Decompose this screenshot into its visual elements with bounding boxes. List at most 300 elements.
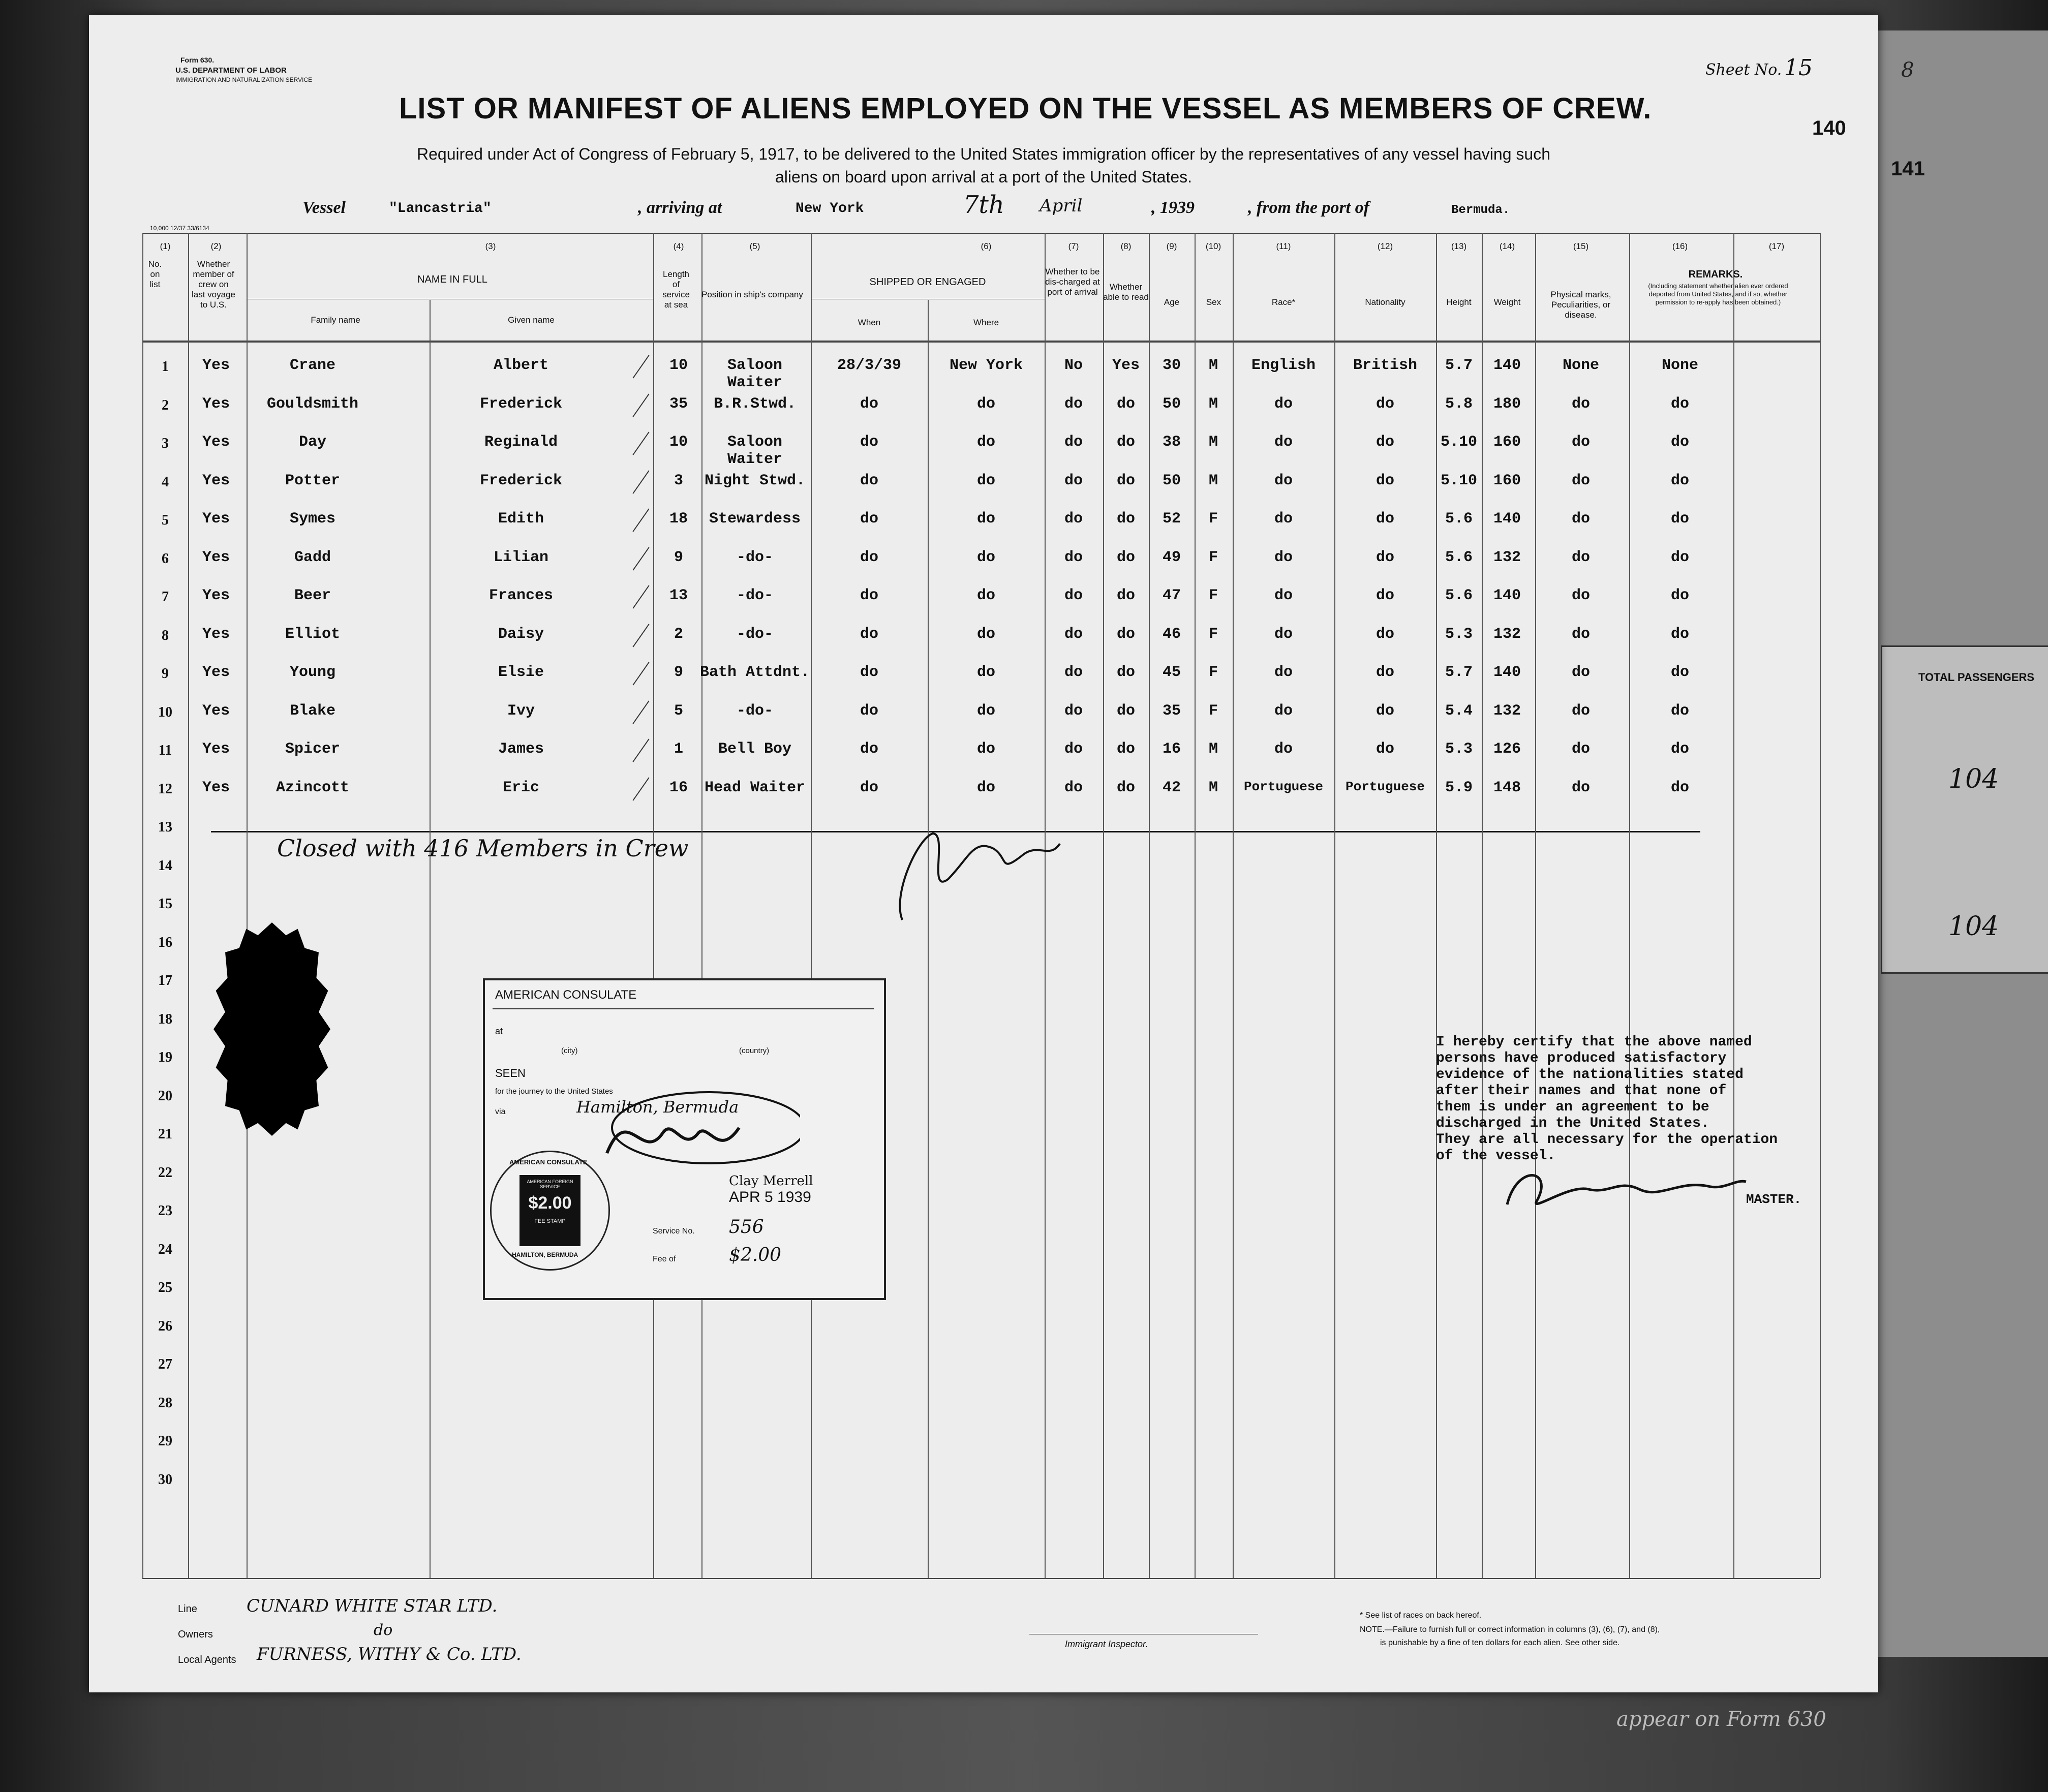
cell-disch: do (1064, 664, 1083, 681)
col-header-sex: Sex (1206, 297, 1221, 307)
row-number: 9 (162, 666, 169, 682)
departure-port: Bermuda. (1451, 203, 1510, 217)
cell-disch: do (1064, 472, 1083, 489)
consulate-journey: for the journey to the United States (495, 1087, 613, 1096)
col-header-shipped: SHIPPED OR ENGAGED (869, 276, 986, 288)
agents-label: Local Agents (178, 1654, 236, 1665)
row-number: 13 (158, 819, 172, 835)
cell-height: 5.7 (1445, 357, 1473, 374)
cell-position: Bath Attdnt. (699, 664, 810, 681)
col-header-remarks: REMARKS. (1688, 269, 1743, 280)
cell-position: -do- (736, 702, 773, 720)
fee-stamp-bottom: HAMILTON, BERMUDA (512, 1251, 578, 1258)
cell-age: 30 (1162, 357, 1181, 374)
cell-disch: do (1064, 510, 1083, 528)
cell-given: Ivy (507, 702, 535, 720)
cell-read: do (1116, 472, 1135, 489)
col-header-given: Given name (508, 315, 555, 325)
cell-service: 18 (669, 510, 688, 528)
cell-read: do (1116, 625, 1135, 643)
fee-stamp-mid: AMERICAN FOREIGN SERVICE (527, 1179, 573, 1189)
cell-nat: British (1353, 357, 1418, 374)
cell-service: 9 (674, 664, 683, 681)
cell-race: do (1274, 472, 1293, 489)
corner-number-140: 140 (1812, 117, 1846, 139)
certificate-line: of the vessel. (1436, 1148, 1556, 1164)
cell-age: 38 (1162, 434, 1181, 451)
master-signature (1497, 1159, 1751, 1220)
certificate-line: persons have produced satisfactory (1436, 1051, 1727, 1066)
row-number: 12 (158, 781, 172, 797)
fee-stamp-top: AMERICAN CONSULATE (509, 1158, 588, 1166)
row-number: 16 (158, 934, 172, 950)
cell-remarks: do (1670, 779, 1689, 796)
cell-disch: do (1064, 740, 1083, 758)
cell-family: Day (298, 434, 326, 451)
column-number: (8) (1120, 241, 1132, 251)
cell-remarks: do (1670, 702, 1689, 720)
row-number: 15 (158, 896, 172, 912)
cell-where: do (976, 625, 995, 643)
cell-marks: None (1562, 357, 1599, 374)
cell-race: do (1274, 548, 1293, 566)
arrival-port: New York (796, 201, 864, 217)
cell-when: do (860, 779, 878, 796)
cell-read: do (1116, 548, 1135, 566)
cell-height: 5.9 (1445, 779, 1473, 796)
row-number: 5 (162, 512, 169, 528)
column-number: (12) (1377, 241, 1393, 251)
from-label: , from the port of (1248, 198, 1369, 217)
cell-given: Lilian (493, 548, 549, 566)
master-certificate (1436, 1034, 1778, 1164)
consulate-country: (country) (739, 1046, 770, 1055)
fee-value: $2.00 (729, 1245, 782, 1265)
col-header-name: NAME IN FULL (417, 274, 487, 285)
column-number: (17) (1768, 241, 1785, 251)
table-top-rule (142, 233, 1820, 234)
cell-member: Yes (202, 779, 230, 796)
cell-service: 9 (674, 548, 683, 566)
cell-age: 47 (1162, 587, 1181, 604)
cell-given: Daisy (498, 625, 544, 643)
form-number: Form 630. (180, 56, 215, 64)
consulate-at: at (495, 1026, 503, 1036)
cell-where: do (976, 779, 995, 796)
cell-sex: F (1208, 702, 1218, 720)
col-header-read: Whether able to read (1103, 282, 1149, 302)
cell-member: Yes (202, 548, 230, 566)
line-value: CUNARD WHITE STAR LTD. (247, 1596, 498, 1616)
cell-position: -do- (736, 548, 773, 566)
cell-member: Yes (202, 510, 230, 528)
department: U.S. DEPARTMENT OF LABOR (175, 66, 287, 75)
cell-family: Beer (294, 587, 331, 604)
column-number: (14) (1499, 241, 1515, 251)
arrival-year: , 1939 (1151, 198, 1195, 217)
cell-position: Saloon Waiter (727, 357, 783, 391)
col-header-when: When (858, 318, 881, 327)
row-number: 29 (158, 1433, 172, 1449)
cell-member: Yes (202, 587, 230, 604)
cell-where: do (976, 472, 995, 489)
cell-height: 5.3 (1445, 740, 1473, 758)
cell-marks: do (1571, 510, 1590, 528)
owners-value: do (374, 1621, 393, 1639)
cell-service: 3 (674, 472, 683, 489)
cell-disch: do (1064, 434, 1083, 451)
cell-nat: do (1375, 702, 1394, 720)
cell-where: New York (949, 357, 1023, 374)
row-number: 19 (158, 1049, 172, 1065)
cell-sex: M (1208, 434, 1218, 451)
cell-when: do (860, 587, 878, 604)
service-label: Service No. (653, 1227, 695, 1235)
cell-height: 5.6 (1445, 510, 1473, 528)
consulate-city: (city) (561, 1046, 578, 1055)
cell-disch: do (1064, 625, 1083, 643)
cell-weight: 140 (1493, 357, 1521, 374)
cell-age: 42 (1162, 779, 1181, 796)
cell-family: Blake (289, 702, 335, 720)
cell-weight: 140 (1493, 664, 1521, 681)
cell-service: 35 (669, 395, 688, 413)
cell-nat: do (1375, 625, 1394, 643)
cell-disch: do (1064, 702, 1083, 720)
cell-when: do (860, 434, 878, 451)
cell-disch: No (1064, 357, 1083, 374)
cell-member: Yes (202, 702, 230, 720)
cell-height: 5.6 (1445, 587, 1473, 604)
cell-given: Frederick (479, 395, 563, 413)
consul-signature (587, 1082, 800, 1184)
cell-position: Stewardess (709, 510, 801, 528)
col-header-position: Position in ship's company (701, 290, 803, 299)
owners-label: Owners (178, 1629, 213, 1640)
print-code: 10,000 12/37 33/6134 (150, 225, 209, 232)
col-header-height: Height (1446, 297, 1472, 307)
cell-family: Gouldsmith (266, 395, 359, 413)
column-rule (430, 300, 431, 1578)
cell-marks: do (1571, 625, 1590, 643)
cell-nat: do (1375, 472, 1394, 489)
cell-given: Reginald (484, 434, 558, 451)
col-header-race: Race* (1271, 297, 1296, 307)
col-header-discharged: Whether to be dis-charged at port of arrival (1045, 267, 1100, 297)
cell-service: 13 (669, 587, 688, 604)
cell-height: 5.10 (1440, 434, 1477, 451)
cell-where: do (976, 587, 995, 604)
cell-disch: do (1064, 587, 1083, 604)
arriving-label: , arriving at (638, 198, 722, 217)
requirement-line-1: Required under Act of Congress of February 5, 1917, to be delivered to the United States immigration officer by the representatives of any vessel having such (417, 145, 1550, 163)
certificate-line: I hereby certify that the above named (1436, 1034, 1752, 1050)
cell-read: do (1116, 779, 1135, 796)
column-number: (7) (1068, 241, 1079, 251)
column-number: (2) (210, 241, 222, 251)
cell-age: 50 (1162, 395, 1181, 413)
cell-marks: do (1571, 702, 1590, 720)
cell-when: do (860, 702, 878, 720)
col-header-weight: Weight (1493, 297, 1521, 307)
consulate-stamp (483, 978, 886, 1300)
cell-service: 16 (669, 779, 688, 796)
cell-weight: 132 (1493, 548, 1521, 566)
cell-read: do (1116, 510, 1135, 528)
consulate-via-value: Hamilton, Bermuda (576, 1097, 739, 1117)
cell-where: do (976, 664, 995, 681)
cell-marks: do (1571, 587, 1590, 604)
cell-age: 50 (1162, 472, 1181, 489)
cell-given: Edith (498, 510, 544, 528)
cell-service: 1 (674, 740, 683, 758)
cell-height: 5.6 (1445, 548, 1473, 566)
fee-stamp (519, 1175, 580, 1246)
cell-weight: 140 (1493, 510, 1521, 528)
row-number: 28 (158, 1395, 172, 1411)
cell-when: do (860, 548, 878, 566)
cell-where: do (976, 702, 995, 720)
cell-read: do (1116, 702, 1135, 720)
cell-family: Crane (289, 357, 335, 374)
cell-member: Yes (202, 395, 230, 413)
column-number: (16) (1672, 241, 1688, 251)
column-rule (142, 233, 143, 1578)
cell-family: Elliot (285, 625, 341, 643)
service-name: IMMIGRATION AND NATURALIZATION SERVICE (175, 76, 313, 83)
cell-weight: 132 (1493, 625, 1521, 643)
cell-weight: 132 (1493, 702, 1521, 720)
cell-height: 5.8 (1445, 395, 1473, 413)
row-number: 2 (162, 397, 169, 413)
consul-name: Clay Merrell (729, 1173, 813, 1189)
cell-service: 2 (674, 625, 683, 643)
column-number: (15) (1573, 241, 1589, 251)
cell-weight: 126 (1493, 740, 1521, 758)
manifest-page (89, 15, 1925, 1692)
cell-height: 5.10 (1440, 472, 1477, 489)
service-number: 556 (729, 1217, 764, 1238)
row-number: 21 (158, 1126, 172, 1142)
sheet-number: 15 (1784, 55, 1813, 81)
row-number: 1 (162, 359, 169, 375)
tab-header: TOTAL PASSENGERS (1918, 671, 2035, 684)
stamp-rule (493, 1008, 874, 1009)
cell-sex: F (1208, 664, 1218, 681)
cell-age: 16 (1162, 740, 1181, 758)
cell-family: Azincott (276, 779, 350, 796)
row-number: 23 (158, 1203, 172, 1219)
cell-remarks: do (1670, 434, 1689, 451)
col-header-member: Whether member of crew on last voyage to U.S. (192, 259, 235, 310)
cell-nat: do (1375, 510, 1394, 528)
row-number: 27 (158, 1356, 172, 1372)
cell-where: do (976, 740, 995, 758)
cell-member: Yes (202, 472, 230, 489)
cell-marks: do (1571, 472, 1590, 489)
cell-nat: do (1375, 740, 1394, 758)
cell-given: James (498, 740, 544, 758)
cell-where: do (976, 510, 995, 528)
consul-date: APR 5 1939 (729, 1189, 811, 1206)
cell-family: Potter (285, 472, 341, 489)
cell-position: Bell Boy (718, 740, 792, 758)
row-number: 26 (158, 1318, 172, 1334)
closing-note: Closed with 416 Members in Crew (277, 835, 689, 862)
cell-where: do (976, 548, 995, 566)
cell-nat: do (1375, 395, 1394, 413)
cell-sex: F (1208, 625, 1218, 643)
row-number: 17 (158, 973, 172, 988)
cell-position: Head Waiter (704, 779, 806, 796)
cell-member: Yes (202, 664, 230, 681)
cell-when: 28/3/39 (837, 357, 902, 374)
cell-position: Saloon Waiter (727, 434, 783, 468)
cell-weight: 148 (1493, 779, 1521, 796)
cell-age: 49 (1162, 548, 1181, 566)
column-rule (811, 233, 812, 1578)
cell-family: Young (289, 664, 335, 681)
manifest-title: LIST OR MANIFEST OF ALIENS EMPLOYED ON THE VESSEL AS MEMBERS OF CREW. (399, 92, 1652, 125)
cell-service: 5 (674, 702, 683, 720)
cell-remarks: do (1670, 587, 1689, 604)
wax-seal (213, 922, 330, 1136)
cell-remarks: do (1670, 395, 1689, 413)
cell-race: do (1274, 625, 1293, 643)
row-number: 4 (162, 474, 169, 490)
cell-family: Symes (289, 510, 335, 528)
cell-member: Yes (202, 625, 230, 643)
row-number: 7 (162, 589, 169, 605)
consulate-via: via (495, 1107, 506, 1116)
cell-weight: 180 (1493, 395, 1521, 413)
col-header-age: Age (1164, 297, 1180, 307)
cell-sex: F (1208, 548, 1218, 566)
cell-given: Elsie (498, 664, 544, 681)
col-header-nationality: Nationality (1365, 297, 1405, 307)
cell-given: Albert (493, 357, 549, 374)
cell-marks: do (1571, 779, 1590, 796)
table-bottom-rule (142, 1578, 1820, 1579)
cell-given: Eric (502, 779, 539, 796)
cell-remarks: do (1670, 625, 1689, 643)
cell-race: do (1274, 740, 1293, 758)
cell-disch: do (1064, 395, 1083, 413)
cell-disch: do (1064, 779, 1083, 796)
consulate-title: AMERICAN CONSULATE (495, 988, 637, 1002)
agents-value: FURNESS, WITHY & Co. LTD. (257, 1644, 522, 1664)
certificate-line: evidence of the nationalities stated (1436, 1067, 1744, 1083)
header-bottom-rule (142, 341, 1820, 343)
cell-given: Frederick (479, 472, 563, 489)
cell-age: 46 (1162, 625, 1181, 643)
certificate-line: after their names and that none of (1436, 1083, 1727, 1099)
cell-remarks: None (1661, 357, 1698, 374)
cell-height: 5.3 (1445, 625, 1473, 643)
cell-when: do (860, 510, 878, 528)
cell-when: do (860, 395, 878, 413)
cell-age: 52 (1162, 510, 1181, 528)
cell-read: do (1116, 740, 1135, 758)
fee-label: Fee of (653, 1255, 676, 1263)
cell-member: Yes (202, 357, 230, 374)
corner-number-8: 8 (1901, 58, 1914, 82)
cell-sex: M (1208, 779, 1218, 796)
tab-value-1: 104 (1948, 764, 1999, 794)
col-header-no: No. on list (148, 259, 162, 289)
column-number: (9) (1166, 241, 1177, 251)
row-number: 20 (158, 1088, 172, 1104)
arrival-day: 7th (963, 191, 1004, 219)
cell-nat: do (1375, 587, 1394, 604)
cell-member: Yes (202, 740, 230, 758)
cell-marks: do (1571, 740, 1590, 758)
col-header-length: Length of service at sea (662, 269, 690, 310)
cell-sex: F (1208, 510, 1218, 528)
col-header-family: Family name (311, 315, 360, 325)
cell-height: 5.4 (1445, 702, 1473, 720)
cell-sex: F (1208, 587, 1218, 604)
cell-race: do (1274, 664, 1293, 681)
cell-position: Night Stwd. (704, 472, 806, 489)
column-number: (6) (981, 241, 992, 251)
cell-when: do (860, 740, 878, 758)
row-number: 25 (158, 1280, 172, 1295)
inspector-label: Immigrant Inspector. (1065, 1639, 1148, 1649)
cell-marks: do (1571, 395, 1590, 413)
row-number: 18 (158, 1011, 172, 1027)
cell-remarks: do (1670, 740, 1689, 758)
corner-number-141: 141 (1891, 158, 1925, 180)
total-passengers-tab (1881, 645, 2048, 974)
col-header-where: Where (973, 318, 999, 327)
cell-weight: 160 (1493, 472, 1521, 489)
cell-nat: do (1375, 664, 1394, 681)
column-number: (11) (1276, 241, 1291, 251)
cell-position: B.R.Stwd. (713, 395, 797, 413)
cell-family: Spicer (285, 740, 341, 758)
cell-when: do (860, 472, 878, 489)
row-number: 11 (158, 743, 172, 758)
row-number: 8 (162, 627, 169, 643)
cell-nat: do (1375, 434, 1394, 451)
cell-race: do (1274, 587, 1293, 604)
cell-sex: M (1208, 740, 1218, 758)
cell-remarks: do (1670, 510, 1689, 528)
certificate-line: them is under an agreement to be (1436, 1099, 1709, 1115)
cell-race: do (1274, 510, 1293, 528)
cell-height: 5.7 (1445, 664, 1473, 681)
cell-read: do (1116, 434, 1135, 451)
cell-when: do (860, 625, 878, 643)
cell-remarks: do (1670, 472, 1689, 489)
cell-member: Yes (202, 434, 230, 451)
cell-race: do (1274, 434, 1293, 451)
arrival-month: April (1040, 196, 1083, 216)
col-header-physical: Physical marks, Peculiarities, or disease. (1550, 290, 1611, 320)
cell-service: 10 (669, 434, 688, 451)
row-number: 24 (158, 1241, 172, 1257)
cell-family: Gadd (294, 548, 331, 566)
sheet-label: Sheet No. (1705, 61, 1782, 79)
cell-marks: do (1571, 548, 1590, 566)
column-number: (1) (160, 241, 171, 251)
column-number: (5) (749, 241, 760, 251)
requirement-line-2: aliens on board upon arrival at a port of the United States. (775, 168, 1193, 186)
chief-steward-signature (872, 818, 1085, 930)
column-rule (928, 300, 929, 1578)
cell-when: do (860, 664, 878, 681)
